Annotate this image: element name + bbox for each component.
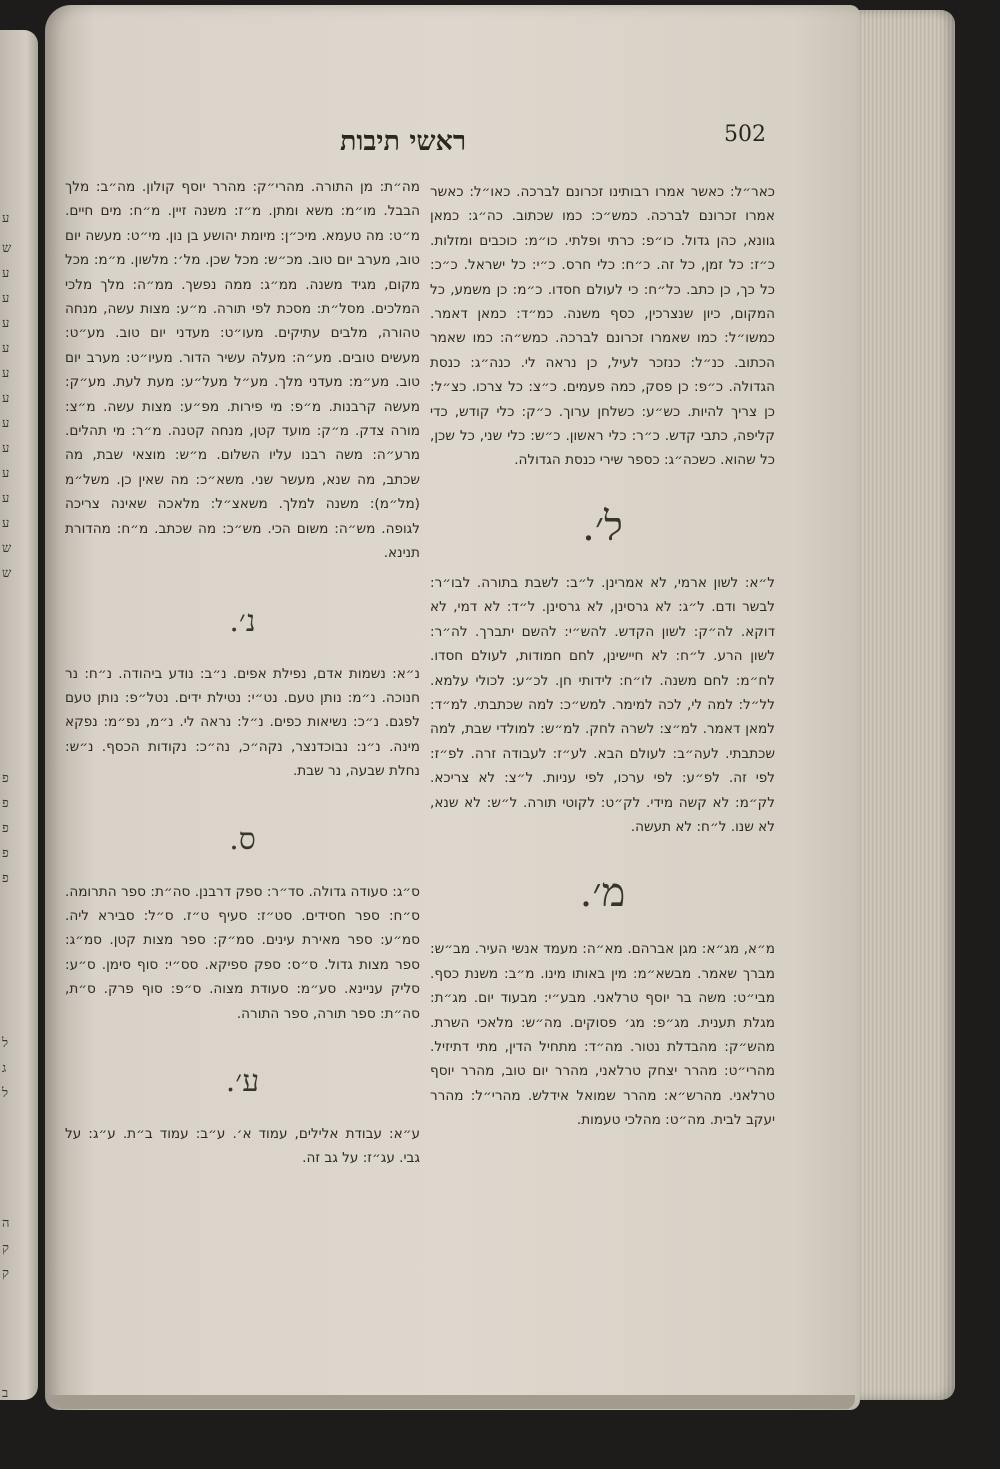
prev-page-fragment: ש — [2, 241, 12, 256]
ayin-abbreviations: ע״א: עבודת אלילים, עמוד א׳. ע״ב: עמוד ב״ת. ע״ג: על גבי. עג״ז: על גב זה. — [65, 1125, 420, 1167]
prev-page-fragment: ע — [2, 466, 10, 481]
prev-page-fragment: ש — [2, 566, 12, 581]
kaf-abbreviations: כאר״ל: כאשר אמרו רבותינו זכרונם לברכה. כאו״ל: כאשר אמרו זכרונם לברכה. כמש״כ: כמו שכתוב. כה״ג: כמאן גוונא, כהן גדול. כו״פ: כרתי ופלתי. כו״מ: כוכבים ומזלות. כ״ז: כל זמן, כל זה. כ״ח: כלי חרס. כ״י: כל ישראל. כ״כ: כל כך, כן כתב. כל״ח: כי לעולם חסדו. כ״מ: כן משמע, כל המקום, כיון שנצרכין, כסף משנה. כמ״ד: כמאן דאמר. כמשו״ל: כמו שאמרו זכרונם לברכה. כמש״ה: כמו שאמר הכתוב. כנ״ל: כנזכר לעיל, כן נראה לי. כנה״ג: כנסת הגדולה. כ״פ: כן פסק, כמה פעמים. כ״צ: כל צרכו. כצ״ל: כן צריך להיות. כש״ע: כשלחן ערוך. כ״ק: כלי קודש, כדי קליפה, כתבי קדש. כ״ר: כלי ראשון. כ״ש: כלי שני, כל שכן, כל שהוא. כשכה״ג: כספר שירי כנסת הגדולה. — [430, 184, 775, 469]
section-letter-lamed: ל׳. — [582, 503, 623, 550]
prev-page-fragment: ק — [2, 1241, 9, 1256]
prev-page-fragment: פ — [2, 821, 9, 836]
samekh-abbreviations: ס״ג: סעודה גדולה. סד״ר: ספק דרבנן. סה״ת: ספר התרומה. ס״ח: ספר חסידים. סט״ז: סעיף ט״ז. ס״ל: סבירא ליה. סמ״ע: ספר מאירת עינים. סמ״ק: ספר מצות קטן. סמ״ג: ספר מצות גדול. ס״ס: ספק ספיקא. סס״י: סוף סימן. ס״ע: סליק עניינא. סע״מ: סעודת מצוה. ס״פ: סוף פרק. ס״ת, סה״ת: ספר תורה, ספר התורה. — [65, 883, 420, 1022]
prev-page-fragment: ק — [2, 1266, 9, 1281]
section-letter-mem: מ׳. — [579, 870, 626, 917]
page-bottom-edge — [50, 1395, 855, 1409]
prev-page-fragment: ל — [2, 1086, 9, 1101]
prev-page-fragment: פ — [2, 771, 9, 786]
prev-page-fragment: ע — [2, 316, 10, 331]
left-column — [65, 175, 420, 1171]
prev-page-fragment: פ — [2, 846, 9, 861]
section-letter-samekh: ס. — [229, 821, 256, 857]
prev-page-fragment: ע — [2, 441, 10, 456]
running-title: ראשי תיבות — [340, 126, 467, 157]
prev-page-fragment: ע — [2, 266, 10, 281]
book-page-edges — [845, 10, 955, 1400]
lamed-abbreviations: ל״א: לשון ארמי, לא אמרינן. ל״ב: לשבת בתורה. לבו״ר: לבשר ודם. ל״ג: לא גרסינן, לא גרסינן. ל״ד: לא דמי, לא דוקא. לה״ק: לשון הקדש. להש״י: להשם יתברך. לה״ר: לשון הרע. ל״ח: לא חיישינן, לחם חמודות, לעולם חסדו. לח״מ: לחם משנה. לו״ח: לידותי חן. לכ״ע: לכולי עלמא. לל״ל: למה לי, לכה למימר. למש״כ: למה שכתבתי. למ״ד: למאן דאמר. למ״צ: לשרה לחק. למ״ש: למולדי שבת, למה שכתבתי. לעה״ב: לעולם הבא. לע״ז: לעבודה זרה. לפ״ז: לפי זה. לפ״ע: לפי ערכו, לפי עניות. ל״צ: לא צריכא. לק״מ: לא קשה מידי. לק״ט: לקוטי תורה. ל״ש: לא שנא, לא שנו. ל״ח: לא תעשה. — [430, 574, 775, 835]
section-letter-nun: נ׳. — [229, 603, 256, 639]
page-header — [300, 118, 770, 168]
prev-page-fragment: ע — [2, 391, 10, 406]
mem-continued-abbreviations: מה״ת: מן התורה. מהרי״ק: מהרר יוסף קולון. מה״ב: מלך הבבל. מו״מ: משא ומתן. מ״ז: משנה זיין. מ״ח: מים חיים. מ״ט: מה טעמא. מיכ״ן: מיומת יהושע בן נון. מי״ט: מעשה יום טוב, מערב יום טוב. מכ״ש: מכל שכן. מל׳: מלשון. מ״מ: מכל מקום, מגיד משנה. ממ״ג: ממה נפשך. ממ״ה: מלך מלכי המלכים. מסל״ת: מסכת לפי תורה. מ״ע: מצות עשה, מנחה טהורה, מלבים עתיקים. מעו״ט: מעדני יום טוב. מע״ט: מעשים טובים. מע״ה: מעלה עשיר הדור. מעיו״ט: מערב יום טוב. מע״מ: מעדני מלך. מע״ל מעל״ע: מעת לעת. מע״ק: מעשה קרבנות. מ״פ: מי פירות. מפ״ע: מצות עשה. מ״צ: מורה צדק. מ״ק: מועד קטן, מנחה קטנה. מ״ר: מי תהלים. מרע״ה: משה רבנו עליו השלום. מ״ש: מוצאי שבת, מה שכתב, מה שנא, מעשר שני. משא״כ: מה שאין כן. משל״מ (מל״מ): משנה למלך. משאצ״ל: מלאכה שאינה צריכה לגופה. מש״ה: משום הכי. מש״כ: מה שכתב. מ״ח: מהדורת תנינא. — [65, 179, 420, 562]
prev-page-fragment: ש — [2, 541, 12, 556]
right-column — [430, 180, 775, 1133]
prev-page-fragment: ע — [2, 416, 10, 431]
prev-page-fragment: ע — [2, 211, 10, 226]
page-number: 502 — [724, 122, 766, 147]
prev-page-fragment: ע — [2, 491, 10, 506]
prev-page-fragment: ע — [2, 341, 10, 356]
previous-page-edge — [0, 30, 38, 1400]
prev-page-fragment: ה — [2, 1216, 10, 1231]
prev-page-fragment: ג — [2, 1061, 7, 1076]
prev-page-fragment: ע — [2, 366, 10, 381]
nun-abbreviations: נ״א: נשמות אדם, נפילת אפים. נ״ב: נודע ביהודה. נ״ח: נר חנוכה. נ״מ: נותן טעם. נט״י: נטילת ידים. נטל״פ: נותן טעם לפגם. נ״כ: נשיאות כפים. נ״ל: נראה לי. נ״מ, נפ״מ: נפקא מינה. נ״נ: נבוכדנצר, נקה״כ, נה״כ: נקודות הכסף. נ״ש: נחלת שבעה, נר שבת. — [65, 665, 420, 780]
prev-page-fragment: פ — [2, 796, 9, 811]
prev-page-fragment: ב — [2, 1386, 9, 1401]
section-letter-ayin: ע׳. — [225, 1063, 260, 1099]
prev-page-fragment: ל — [2, 1036, 9, 1051]
mem-abbreviations: מ״א, מג״א: מגן אברהם. מא״ה: מעמד אנשי העיר. מב״ש: מברך שאמר. מבשא״מ: מין באותו מינו. מ״ב: משנת כסף. מבי״ט: משה בר יוסף טרלאני. מבע״י: מבעוד יום. מג״ת: מגלת תענית. מג״פ: מג׳ פסוקים. מה״ש: מלאכי השרת. מהש״ק: מהבדלת נטור. מה״ד: מתחיל הדין, מתי דתיזיל. מהרי״ט: מהרר יצחק טרלאני, מהרר יום טוב, מהרר יוסף טרלאני. מהרש״א: מהרר שמואל אידלש. מהרי״ל: מהרר יעקב לבית. מה״ט: מהלכי טעמות. — [430, 941, 775, 1129]
prev-page-fragment: ע — [2, 291, 10, 306]
prev-page-fragment: ע — [2, 516, 10, 531]
prev-page-fragment: פ — [2, 871, 9, 886]
